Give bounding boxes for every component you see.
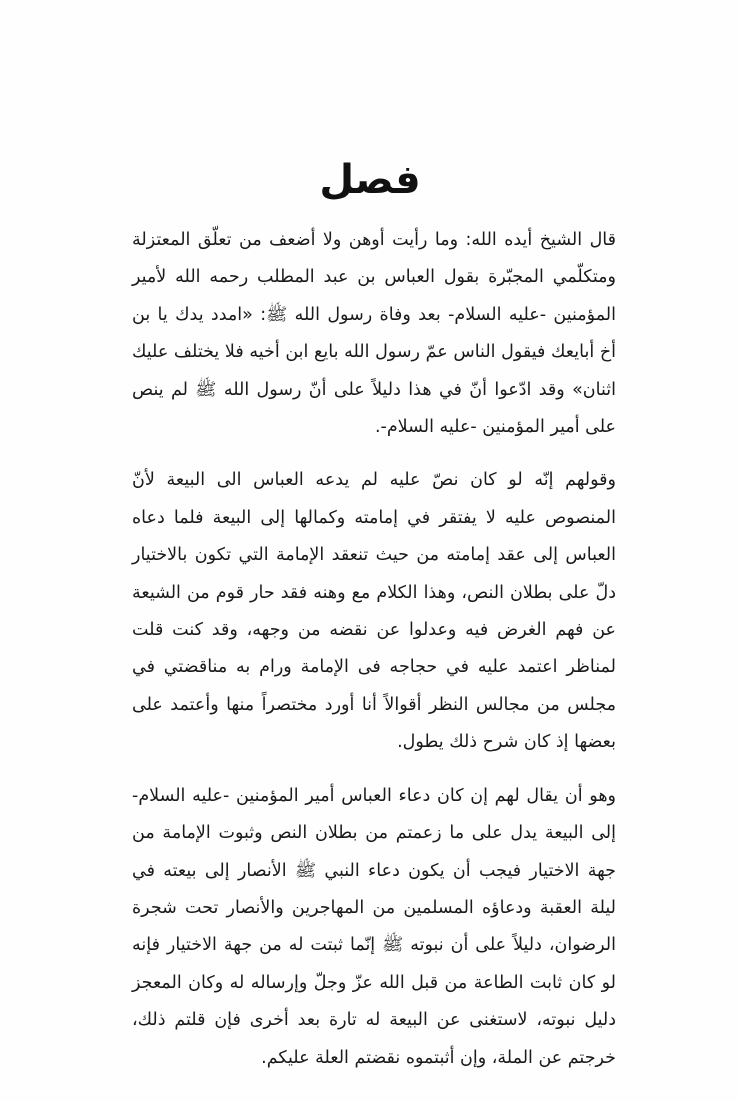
page-body xyxy=(132,222,616,1077)
paragraph-2: وقولهم إنّه لو كان نصّ عليه لم يدعه العباس الى البيعة لأنّ المنصوص عليه لا يفتقر في إمامته وكمالها إلى البيعة فلما دعاه العباس إلى عقد إمامته من حيث تنعقد الإمامة التي تكون بالاختيار دلّ على بطلان النص، وهذا الكلام مع وهنه فقد حار قوم من الشيعة عن فهم الغرض فيه وعدلوا عن نقضه من وجهه، وقد كنت قلت لمناظر اعتمد عليه في حجاجه فى الإمامة ورام به مناقضتي في مجلس من مجالس النظر أقوالاً أنا أورد مختصراً منها وأعتمد على بعضها إذ كان شرح ذلك يطول. xyxy=(132,470,616,753)
paragraph-1: قال الشيخ أيده الله: وما رأيت أوهن ولا أضعف من تعلّق المعتزلة ومتكلّمي المجبّرة بقول العباس بن عبد المطلب رحمه الله لأمير المؤمنين -عليه السلام- بعد وفاة رسول الله ﷺ: «امدد يدك يا بن أخ أبايعك فيقول الناس عمّ رسول الله بايع ابن أخيه فلا يختلف عليك اثنان» وقد ادّعوا أنّ في هذا دليلاً على أنّ رسول الله ﷺ لم ينص على أمير المؤمنين -عليه السلام-. xyxy=(132,230,616,438)
paragraph-3: وهو أن يقال لهم إن كان دعاء العباس أمير المؤمنين -عليه السلام- إلى البيعة يدل على ما زعمتم من بطلان النص وثبوت الإمامة من جهة الاختيار فيجب أن يكون دعاء النبي ﷺ الأنصار إلى بيعته في ليلة العقبة ودعاؤه المسلمين من المهاجرين والأنصار تحت شجرة الرضوان، دليلاً على أن نبوته ﷺ إنّما ثبتت له من جهة الاختيار فإنه لو كان ثابت الطاعة من قبل الله عزّ وجلّ وإرساله له وكان المعجز دليل نبوته، لاستغنى عن البيعة له تارة بعد أخرى فإن قلتم ذلك، خرجتم عن الملة، وإن أثبتموه نقضتم العلة عليكم. xyxy=(132,785,616,1068)
section-title: فصل xyxy=(319,157,421,203)
